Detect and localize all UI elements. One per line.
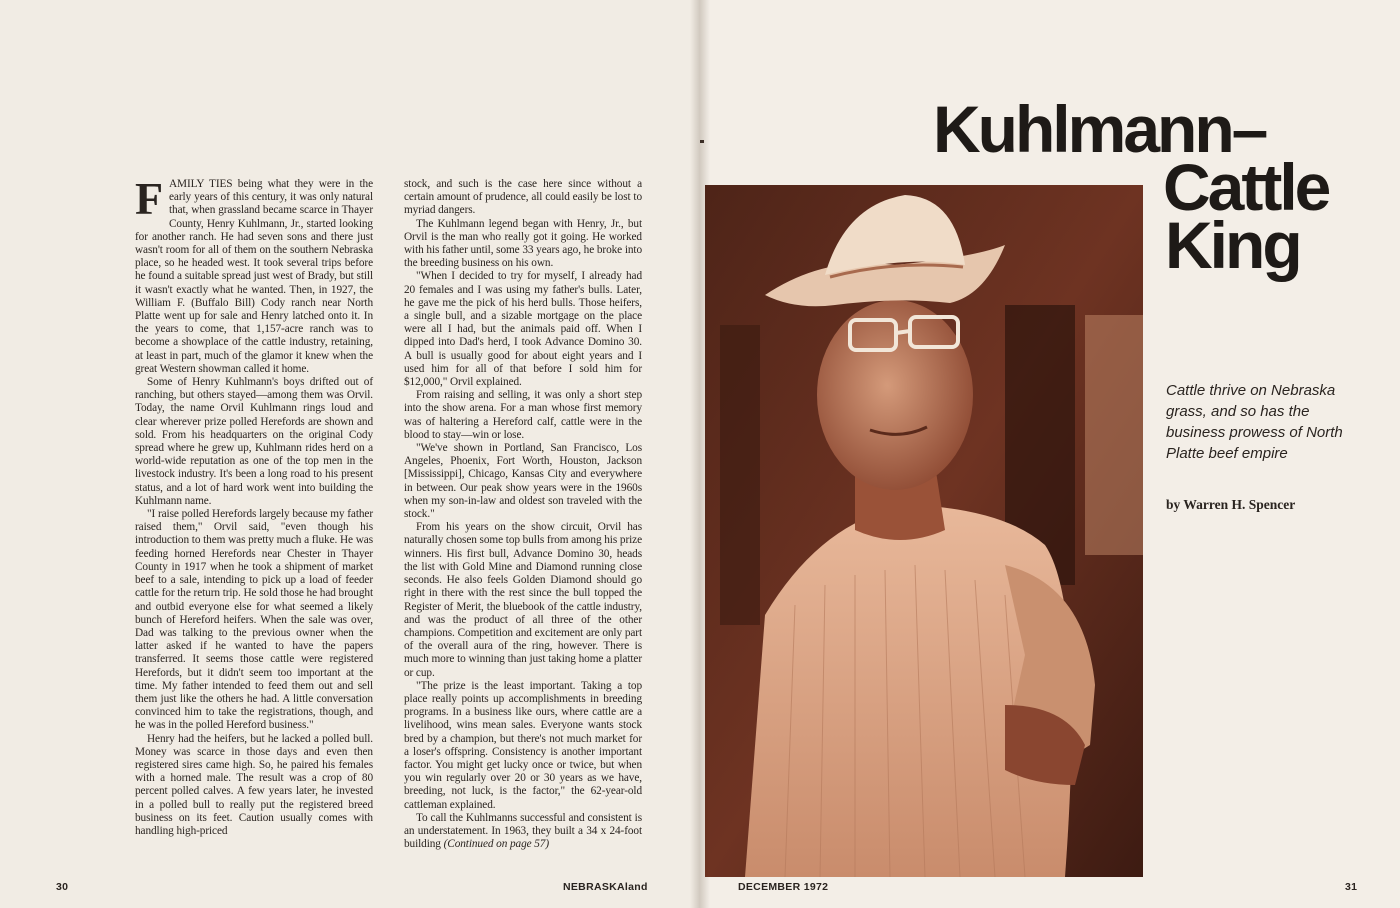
paragraph: From his years on the show circuit, Orvil has naturally chosen some top bulls from among his prize winners. His first bull, Advance Domino 30, heads the list with Gold Mine and Diamond running close seconds. He also feels Golden Diamond should go right in there with the rest since the bull topped the Register of Merit, the bluebook of the cattle industry, and was the product of all three of the other champions. Competition and excitement are only part of the overall aura of the ring, however. There is much more to winning than just taking home a platter or cup. — [404, 521, 642, 679]
paragraph: To call the Kuhlmanns successful and consistent is an understatement. In 1963, they built a 34 x 24-foot building (Continued on page 57) — [404, 811, 642, 851]
article-title — [933, 92, 1329, 282]
title-line-3: King — [1165, 208, 1300, 282]
paragraph: From raising and selling, it was only a short step into the show arena. For a man whose first memory was of haltering a Hereford calf, cattle were in the blood to stay—win or lose. — [404, 389, 642, 441]
continued-note: (Continued on page 57) — [443, 838, 550, 851]
article-column-1 — [135, 173, 373, 838]
paragraph: "We've shown in Portland, San Francisco, Los Angeles, Phoenix, Fort Worth, Houston, Jackson [Mississippi], Chicago, Kansas City and everywhere in between. Our peak show years were in the 1960s when my son-in-law and oldest son traveled with the stock." — [404, 442, 642, 521]
page-number-left: 30 — [56, 881, 69, 893]
drop-cap: F — [135, 173, 163, 224]
article-column-2 — [404, 178, 642, 851]
right-page — [700, 0, 1400, 908]
paragraph: Some of Henry Kuhlmann's boys drifted out of ranching, but others stayed—among them was Orvil. Today, the name Orvil Kuhlmann rings loud and clear wherever prize polled Herefords are shown and sold. From his headquarters on the original Cody spread where he grew up, Kuhlmann rides herd on a world-wide reputation as one of the top men in the livestock industry. It's been a long road to his present status, and a lot of hard work went into building the Kuhlmann name. — [135, 376, 373, 507]
spine-gutter — [690, 0, 710, 908]
paragraph: stock, and such is the case here since without a certain amount of prudence, all could easily be lost to myriad dangers. — [404, 178, 642, 217]
byline: by Warren H. Spencer — [1166, 497, 1296, 512]
title-line-1: Kuhlmann– — [933, 92, 1266, 166]
page-number-right: 31 — [1345, 881, 1358, 893]
paragraph: "I raise polled Herefords largely because my father raised them," Orvil said, "even though his introduction to them was pretty much a fluke. He was feeding horned Herefords near Chester in Thayer County in 1917 when he took a shipment of market beef to a sale, intending to pick up a load of feeder cattle for the return trip. He sold those he had brought and outbid everyone else for what seemed a likely bunch of Hereford heifers. When the sale was over, Dad was talking to the previous owner when the latter asked if he wanted to have the papers transferred. It seems those cattle were registered Herefords, but it didn't seem too important at the time. My father intended to feed them out and sell them just like the others he had. A little conversation convinced him to take the registrations, though, and he was in the polled Hereford business." — [135, 508, 373, 732]
title-line-2: Cattle — [1163, 150, 1329, 224]
issue-date: DECEMBER 1972 — [738, 881, 829, 893]
article-dek: Cattle thrive on Nebraska grass, and so has the business prowess of North Platte beef empire — [1166, 382, 1343, 462]
paragraph: FAMILY TIES being what they were in the early years of this century, it was only natural that, when grassland became scarce in Thayer County, Henry Kuhlmann, Jr., started looking for another ranch. He had seven sons and there just wasn't room for all of them on the southern Nebraska place, so he headed west. It took several trips before he found a suitable spread just west of Brady, but still it wasn't exactly what he wanted. Then, in 1927, the William F. (Buffalo Bill) Cody ranch near North Platte went up for sale and Henry latched onto it. In the years to come, that 1,157-acre ranch was to become a showplace of the cattle industry, retaining, at least in part, much of the glamor it knew when the great Western showman called it home. — [135, 173, 373, 375]
paragraph: "When I decided to try for myself, I already had 20 females and I was using my father's bulls. Later, he gave me the pick of his herd bulls. Those heifers, a single bull, and a sizable mortgage on the place were all I had, but the animals paid off. When I dipped into Dad's herd, I took Advance Domino 30. A bull is usually good for about eight years and I used him for all of that before I sold him for $12,000," Orvil explained. — [404, 270, 642, 389]
magazine-name: NEBRASKAland — [563, 881, 648, 893]
paragraph: The Kuhlmann legend began with Henry, Jr., but Orvil is the man who really got it going. He worked with his father until, some 33 years ago, he broke into the breeding business on his own. — [404, 217, 642, 270]
paragraph: Henry had the heifers, but he lacked a polled bull. Money was scarce in those days and even then registered sires came high. So, he paired his females with a horned male. The result was a crop of 80 percent polled calves. A few years later, he invested in a polled bull to really put the registered breed business on its feet. Caution usually comes with handling high-priced — [135, 732, 373, 837]
paragraph: "The prize is the least important. Taking a top place really points up accomplishments in breeding programs. In a business like ours, where cattle are a livelihood, wins mean sales. Everyone wants stock bred by a champion, but there's not much market for a loser's offspring. Consistency is another important factor. You might get lucky once or twice, but when you win regularly over 20 or 30 years as we have, breeding, not luck, is the factor," the 62-year-old cattleman explained. — [404, 679, 642, 811]
portrait-photo — [705, 185, 1143, 877]
